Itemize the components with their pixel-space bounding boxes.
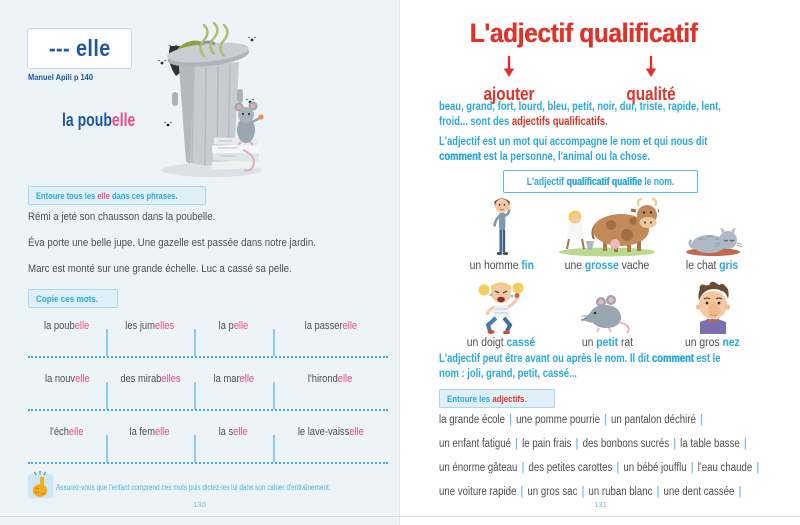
copy-word: les jumelles [125,320,175,332]
separator: | [700,414,703,426]
instruction-text-end: dans ces phrases. [109,190,178,201]
trash-can-illustration [146,4,286,184]
adjective-list-line: une voiture rapide | un gros sac | un ruban blanc | une dent cassée | [439,486,742,498]
separator: | [738,486,742,498]
rule-box: L'adjectif qualificatif qualifie le nom. [503,170,698,193]
sleeping-cat-illustration [683,221,743,257]
milking-cow-illustration [555,197,659,257]
figure-rat [554,277,660,349]
separator: | [673,438,676,450]
column-divider [106,329,108,356]
crying-girl-illustration [473,280,531,334]
annotation-ajouter: ajouter [469,56,549,105]
instruction-copy-words: Copie ces mots. [28,289,118,308]
figure-cow [554,194,660,272]
copy-words-row [28,369,388,411]
figure-caption: un gros nez [685,337,740,349]
copy-word: la passerelle [304,320,357,332]
figure-caption: un doigt cassé [467,337,536,349]
exercise-sentence: Éva porte une belle jupe. Une gazelle est passée dans notre jardin. [28,237,316,249]
figure-boy [660,277,765,349]
copy-word: la nouvelle [44,373,90,385]
column-divider [194,329,196,356]
thin-man-illustration [480,194,524,257]
column-divider [273,435,275,462]
figure-caption: un petit rat [581,337,633,349]
separator: | [515,438,518,450]
page-bottom-edge [0,516,800,517]
down-arrow-icon [644,56,658,78]
instruction-circle-adjectives: Entoure les adjectifs. [439,389,555,408]
lesson-paragraph-examples: beau, grand, fort, lourd, bleu, petit, noir, dur, triste, rapide, lent, froid... sont des adjectifs qualificatifs. [439,101,721,128]
separator: | [521,462,525,474]
adjective-list-line: un enfant fatigué | le pain frais | des bonbons sucrés | la table basse | [439,438,747,450]
copy-word: la selle [218,426,249,438]
separator: | [756,462,760,474]
copy-word: le lave-vaisselle [297,426,364,438]
pointing-hand-icon [27,470,54,499]
copy-word: l'hirondelle [308,373,353,385]
copy-word: la femelle [129,426,171,438]
separator: | [690,462,694,474]
copy-word: la pelle [218,320,249,332]
lesson-title: L'adjectif qualificatif [470,18,698,48]
separator: | [604,414,607,426]
manual-reference: Manuel Apili p 140 [28,72,93,82]
separator: | [509,414,512,426]
copy-word: la marelle [213,373,254,385]
page-number-left: 130 [193,500,206,509]
separator: | [520,486,524,498]
figure-caption: un homme fin [469,260,534,272]
figure-cat [660,194,765,272]
column-divider [273,382,275,409]
right-page [399,0,800,525]
adjective-list-line: la grande école | une pomme pourrie | un pantalon déchiré | [439,414,703,426]
figure-thin-man [449,194,554,272]
separator: | [575,438,579,450]
separator: | [743,438,747,450]
lesson-badge [27,28,132,69]
column-divider [194,435,196,462]
column-divider [273,329,275,356]
column-divider [106,435,108,462]
separator: | [616,462,620,474]
exercise-sentence: Rémi a jeté son chausson dans la poubelle. [28,211,216,223]
figure-caption: une grosse vache [564,260,650,272]
caption-base: la poub [62,110,112,130]
column-divider [106,382,108,409]
instruction-circle-elle [28,186,206,205]
down-arrow-icon [502,56,516,78]
separator: | [581,486,585,498]
figure-crying-girl [449,277,554,349]
exercise-sentence: Marc est monté sur une grande échelle. Luc a cassé sa pelle. [28,263,292,275]
lesson-paragraph-definition: L'adjectif est un mot qui accompagne le nom et qui nous dit comment est la personne, l'animal ou la chose. [439,136,708,163]
copy-word: la poubelle [44,320,90,332]
parent-note: Assurez-vous que l'enfant comprend ces mots puis dictez-les lui dans son cahier d'entraînement. [56,483,331,492]
copy-word: des mirabelles [119,373,181,385]
column-divider [194,382,196,409]
illustration-caption [62,110,156,131]
copy-word: l'échelle [50,426,84,438]
instruction-highlight: elle [97,190,110,201]
lesson-paragraph-position: L'adjectif peut être avant ou après le nom. Il dit comment est le nom : joli, grand, petit, cassé... [439,353,721,380]
boy-big-nose-illustration [690,280,736,334]
adjective-list-line: un énorme gâteau | des petites carottes | un bébé joufflu | l'eau chaude | [439,462,760,474]
copy-words-row [28,316,388,358]
caption-elle: elle [111,110,136,130]
instruction-text: Entoure tous les [36,190,98,201]
annotation-qualite: qualité [607,56,695,105]
rat-illustration [579,294,635,334]
copy-words-row [28,422,388,464]
figure-caption: le chat gris [686,260,739,272]
separator: | [656,486,660,498]
examples-figure-grid [449,194,765,349]
page-number-right: 131 [594,500,607,509]
lesson-badge-label: --- elle [48,35,111,61]
left-page [0,0,399,525]
